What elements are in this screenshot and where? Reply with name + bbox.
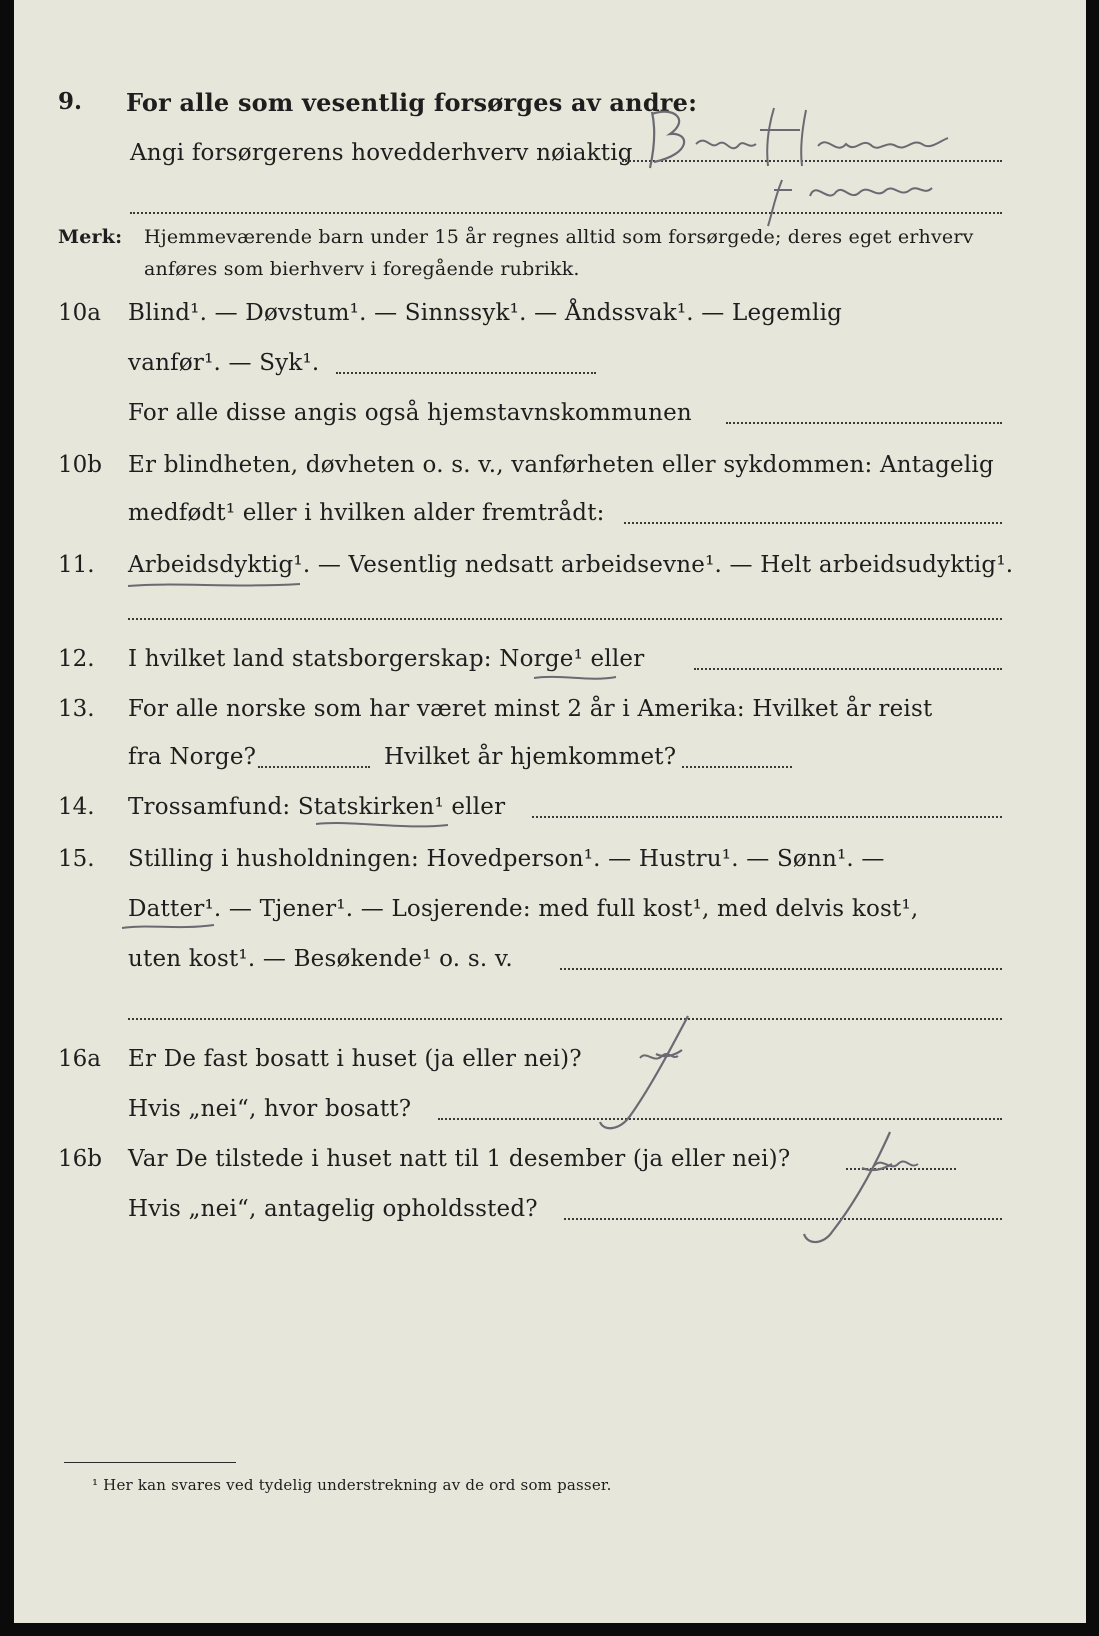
q16a-number: 16a xyxy=(58,1046,101,1072)
census-form-page xyxy=(14,0,1086,1623)
q16b-line-1: Var De tilstede i huset natt til 1 desember (ja eller nei)? xyxy=(128,1146,791,1172)
merk-label: Merk: xyxy=(58,226,123,248)
q10a-number: 10a xyxy=(58,300,101,326)
q13-line-2a: fra Norge? xyxy=(128,744,257,770)
q9-title: For alle som vesentlig forsørges av andre: xyxy=(126,88,698,117)
q15-underline-mark xyxy=(118,920,218,934)
q13-number: 13. xyxy=(58,696,95,722)
q12-number: 12. xyxy=(58,646,95,672)
q9-handwritten-answer xyxy=(634,100,1014,235)
q15-answer-line-2[interactable] xyxy=(128,1018,1002,1020)
q15-number: 15. xyxy=(58,846,95,872)
q15-line-3: uten kost¹. — Besøkende¹ o. s. v. xyxy=(128,946,513,972)
footnote-rule xyxy=(64,1462,236,1463)
q11-underline-mark xyxy=(124,578,304,592)
q10b-answer-line[interactable] xyxy=(624,522,1002,524)
q15-line-1: Stilling i husholdningen: Hovedperson¹. — Hustru¹. — Sønn¹. — xyxy=(128,846,885,872)
q10a-line-1: Blind¹. — Døvstum¹. — Sinnssyk¹. — Åndssvak¹. — Legemlig xyxy=(128,300,843,326)
q12-answer-line[interactable] xyxy=(694,668,1002,670)
q16a-line-2: Hvis „nei“, hvor bosatt? xyxy=(128,1096,412,1122)
footnote: ¹ Her kan svares ved tydelig understrekning av de ord som passer. xyxy=(92,1476,612,1494)
q16b-line-2: Hvis „nei“, antagelig opholdssted? xyxy=(128,1196,538,1222)
q15-line-2: Datter¹. — Tjener¹. — Losjerende: med full kost¹, med delvis kost¹, xyxy=(128,896,919,922)
q14-underline-mark xyxy=(312,818,452,832)
q10a-home-line[interactable] xyxy=(726,422,1002,424)
merk-line-2: anføres som bierhverv i foregående rubrikk. xyxy=(144,258,580,280)
q16a-handwritten-answer xyxy=(570,1010,720,1140)
q10b-number: 10b xyxy=(58,452,102,478)
q11-number: 11. xyxy=(58,552,95,578)
merk-line-1: Hjemmeværende barn under 15 år regnes alltid som forsørgede; deres eget erhverv xyxy=(144,226,974,248)
q16b-number: 16b xyxy=(58,1146,102,1172)
q10b-line-2: medfødt¹ eller i hvilken alder fremtrådt: xyxy=(128,500,605,526)
q11-line-1: Arbeidsdyktig¹. — Vesentlig nedsatt arbeidsevne¹. — Helt arbeidsudyktig¹. xyxy=(128,552,1014,578)
q11-answer-line[interactable] xyxy=(128,618,1002,620)
q14-line-1: Trossamfund: Statskirken¹ eller xyxy=(128,794,506,820)
q14-answer-line[interactable] xyxy=(532,816,1002,818)
q16a-line-1: Er De fast bosatt i huset (ja eller nei)? xyxy=(128,1046,582,1072)
q13-reist-line[interactable] xyxy=(258,766,370,768)
q9-number: 9. xyxy=(58,88,83,115)
q16a-where-line[interactable] xyxy=(438,1118,1002,1120)
q12-underline-mark xyxy=(530,672,620,684)
q10a-answer-line[interactable] xyxy=(336,372,596,374)
q10a-line-2: vanfør¹. — Syk¹. xyxy=(128,350,320,376)
q15-answer-line[interactable] xyxy=(560,968,1002,970)
q16b-handwritten-answer xyxy=(784,1124,954,1254)
q13-line-1: For alle norske som har været minst 2 år i Amerika: Hvilket år reist xyxy=(128,696,933,722)
q9-line: Angi forsørgerens hovedderhverv nøiaktig xyxy=(130,140,633,166)
q13-hjem-line[interactable] xyxy=(682,766,792,768)
q10a-line-3: For alle disse angis også hjemstavnskommunen xyxy=(128,400,692,426)
q12-line-1: I hvilket land statsborgerskap: Norge¹ eller xyxy=(128,646,645,672)
q10b-line-1: Er blindheten, døvheten o. s. v., vanførheten eller sykdommen: Antagelig xyxy=(128,452,994,478)
q13-line-2b: Hvilket år hjemkommet? xyxy=(384,744,677,770)
q14-number: 14. xyxy=(58,794,95,820)
